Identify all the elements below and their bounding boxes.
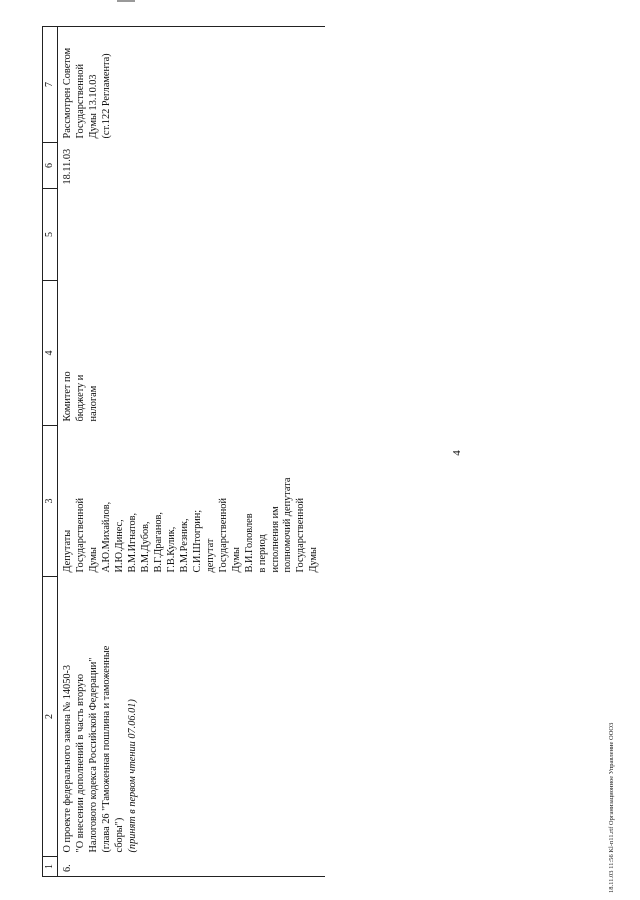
bill-title-line: (глава 26 "Таможенная пошлина и таможенные bbox=[100, 645, 112, 853]
committee-line: налогам bbox=[87, 385, 99, 422]
header-col-1: 1 bbox=[43, 857, 58, 877]
table-row bbox=[58, 27, 326, 877]
initiator-line: Думы bbox=[87, 547, 99, 573]
status-line: (ст.122 Регламента) bbox=[100, 53, 112, 139]
print-footer: 18.11.03 11:56 Kl-n11.rtf Организационное Управление ООО3 bbox=[608, 722, 615, 893]
initiator-line: Государственной bbox=[74, 498, 86, 573]
status-line: Думы 13.10.03 bbox=[87, 74, 99, 139]
initiator-line: полномочий депутата bbox=[282, 477, 294, 573]
page-number: 4 bbox=[451, 450, 463, 456]
bill-title-line: сборы") bbox=[113, 817, 125, 853]
initiator-line: Г.В.Кулик, bbox=[165, 526, 177, 573]
committee-line: Комитет по bbox=[62, 371, 73, 422]
header-col-5: 5 bbox=[43, 189, 58, 281]
header-col-7: 7 bbox=[43, 27, 58, 143]
item-number: 6. bbox=[58, 857, 326, 877]
initiator-line: В.И.Головлев bbox=[243, 513, 255, 573]
bill-title-line: "О внесении дополнений в часть вторую bbox=[74, 673, 86, 853]
rotated-document-table bbox=[42, 27, 626, 877]
initiator-line: Государственной bbox=[217, 498, 229, 573]
header-col-2: 2 bbox=[43, 577, 58, 857]
header-col-6: 6 bbox=[43, 143, 58, 189]
initiator-line: С.И.Штогрин; bbox=[191, 509, 203, 573]
initiator-line: В.М.Резник, bbox=[178, 518, 190, 573]
initiator-line: депутат bbox=[204, 538, 216, 573]
committee-cell bbox=[58, 281, 326, 426]
header-col-3: 3 bbox=[43, 426, 58, 577]
scan-corner-mark bbox=[117, 0, 135, 5]
bill-title-cell bbox=[58, 577, 326, 857]
legislation-table bbox=[42, 26, 325, 877]
initiator-line: исполнения им bbox=[269, 506, 281, 573]
initiator-line: И.Ю.Динес, bbox=[113, 519, 125, 573]
initiator-line: А.Ю.Михайлов, bbox=[100, 501, 112, 573]
initiator-line: Депутаты bbox=[62, 529, 73, 573]
initiator-line: в период bbox=[256, 534, 268, 573]
initiator-line: В.М.Дубов, bbox=[139, 521, 151, 573]
initiator-line: Думы bbox=[308, 547, 320, 573]
first-reading-note: (принят в первом чтении 07.06.01) bbox=[126, 699, 138, 853]
status-line: Рассмотрен Советом bbox=[62, 47, 73, 139]
initiator-line: В.Г.Драганов, bbox=[152, 512, 164, 573]
bill-title-line: О проекте федерального закона № 14050-3 bbox=[62, 664, 73, 853]
bill-title-line: Налогового кодекса Российской Федерации" bbox=[87, 657, 99, 853]
committee-line: бюджету и bbox=[74, 374, 86, 422]
initiator-line: Государственной bbox=[295, 498, 307, 573]
initiator-line: В.М.Игнатов, bbox=[126, 512, 138, 573]
status-line: Государственной bbox=[74, 64, 86, 139]
column-5-cell bbox=[58, 189, 326, 281]
date-cell: 18.11.03 bbox=[62, 148, 73, 185]
initiator-line: Думы bbox=[230, 547, 242, 573]
header-col-4: 4 bbox=[43, 281, 58, 426]
status-cell bbox=[58, 27, 326, 143]
header-row bbox=[43, 27, 58, 877]
initiators-cell bbox=[58, 426, 326, 577]
